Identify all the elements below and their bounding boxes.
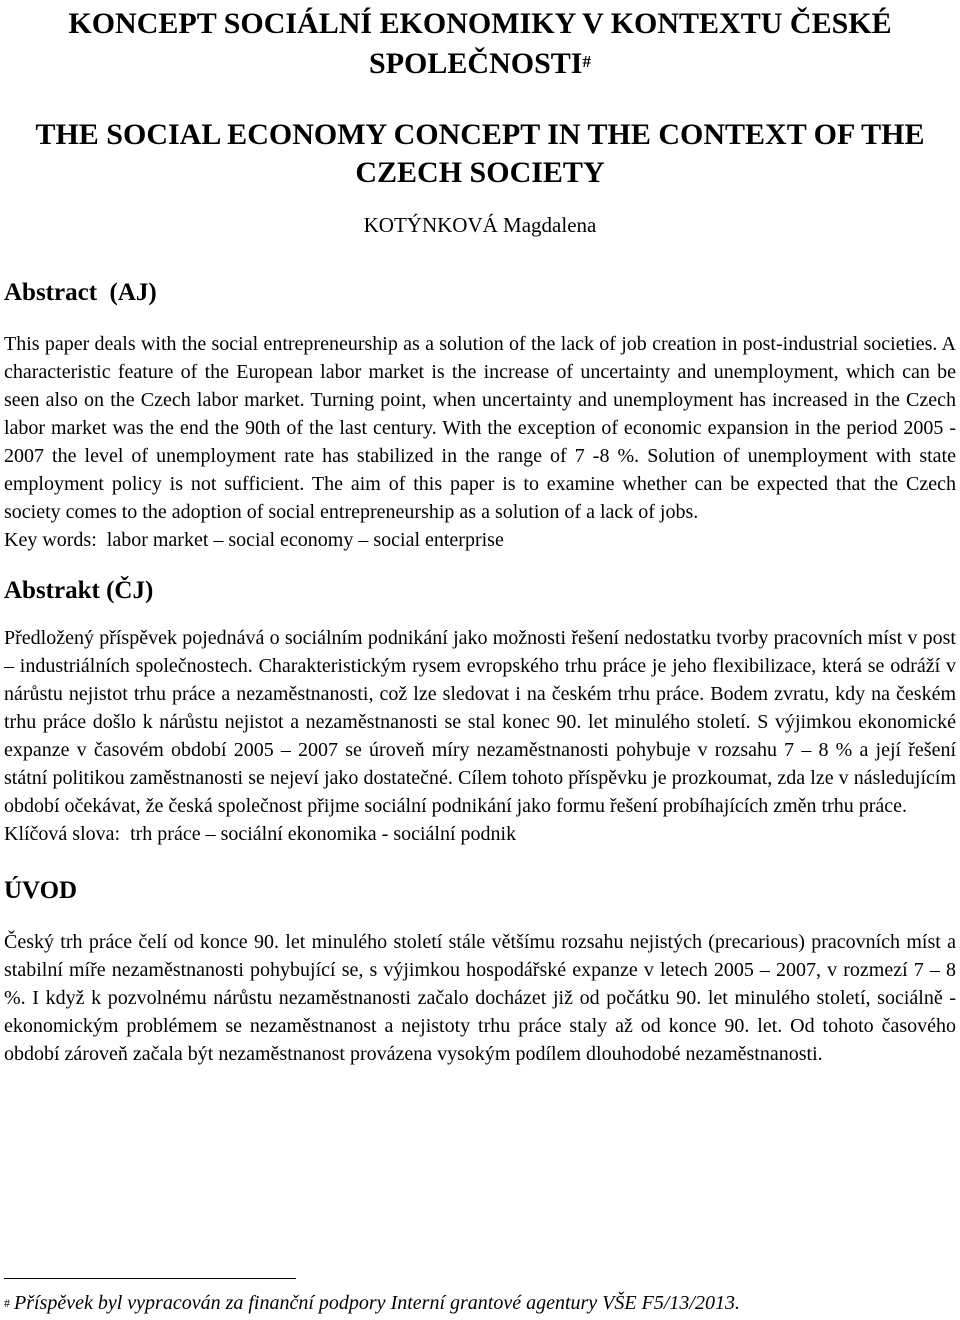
title-czech [4,0,956,84]
title-czech-text: KONCEPT SOCIÁLNÍ EKONOMIKY V KONTEXTU ČESKÉ SPOLEČNOSTI [68,7,892,80]
title-footnote-mark: # [582,52,591,71]
footnote [4,1290,740,1316]
footnote-divider [4,1278,296,1279]
author-name: KOTÝNKOVÁ Magdalena [363,213,597,237]
intro-text: Český trh práce čelí od konce 90. let minulého století stále většímu rozsahu nejistých (precarious) pracovních míst a stabilní míře nezaměstnanosti pohybující se, s výjimkou hospodářské expanze v letech 2005 – 2007, v rozmezí 7 – 8 %. I když k pozvolnému nárůstu nezaměstnanosti začalo docházet již od počátku 90. let minulého století, sociálně - ekonomickým problémem se nezaměstnanost a nejistoty trhu práce staly až od konce 90. let. Od tohoto časového období zároveň začala být nezaměstnanost provázena vysokým podílem dlouhodobé nezaměstnanosti. [4,931,956,1065]
intro-heading: ÚVOD [4,877,78,904]
abstract-en-text: This paper deals with the social entrepreneurship as a solution of the lack of job creation in post-industrial societies. A characteristic feature of the European labor market is the increase of uncertainty and unemployment, which can be seen also on the Czech labor market. Turning point, when uncertainty and unemployment has increased in the Czech labor market was the end the 90th of the last century. With the exception of economic expansion in the period 2005 - 2007 the level of unemployment rate has stabilized in the range of 7 -8 %. Solution of unemployment with state employment policy is not sufficient. The aim of this paper is to examine whether can be expected that the Czech society comes to the adoption of social entrepreneurship as a solution of a lack of jobs. [4,333,956,523]
keywords-cz: Klíčová slova: trh práce – sociální ekonomika - sociální podnik [4,823,517,845]
abstract-en-heading: Abstract (AJ) [4,279,157,306]
title-english: THE SOCIAL ECONOMY CONCEPT IN THE CONTEXT OF THE CZECH SOCIETY [35,118,925,189]
abstract-cz-heading: Abstrakt (ČJ) [4,577,154,604]
footnote-text: Příspěvek byl vypracován za finanční podpory Interní grantové agentury VŠE F5/13/2013. [14,1292,740,1314]
footnote-mark: # [4,1296,10,1310]
abstract-cz-text: Předložený příspěvek pojednává o sociálním podnikání jako možnosti řešení nedostatku tvorby pracovních míst v post – industriálních společnostech. Charakteristickým rysem evropského trhu práce je jeho flexibilizace, která se odráží v nárůstu nejistot trhu práce a nezaměstnanosti, což lze sledovat i na českém trhu práce. Bodem zvratu, kdy na českém trhu práce došlo k nárůstu nejistot a nezaměstnanosti se stal konec 90. let minulého století. S výjimkou ekonomické expanze v časovém období 2005 – 2007 se úroveň míry nezaměstnanosti pohybuje v rozsahu 7 – 8 % a její řešení státní politikou zaměstnanosti se nejeví jako dostatečné. Cílem tohoto příspěvku je prozkoumat, zda lze v následujícím období očekávat, že česká společnost přijme sociální podnikání jako formu řešení probíhajících změn trhu práce. [4,627,956,817]
keywords-en: Key words: labor market – social economy – social enterprise [4,529,504,551]
